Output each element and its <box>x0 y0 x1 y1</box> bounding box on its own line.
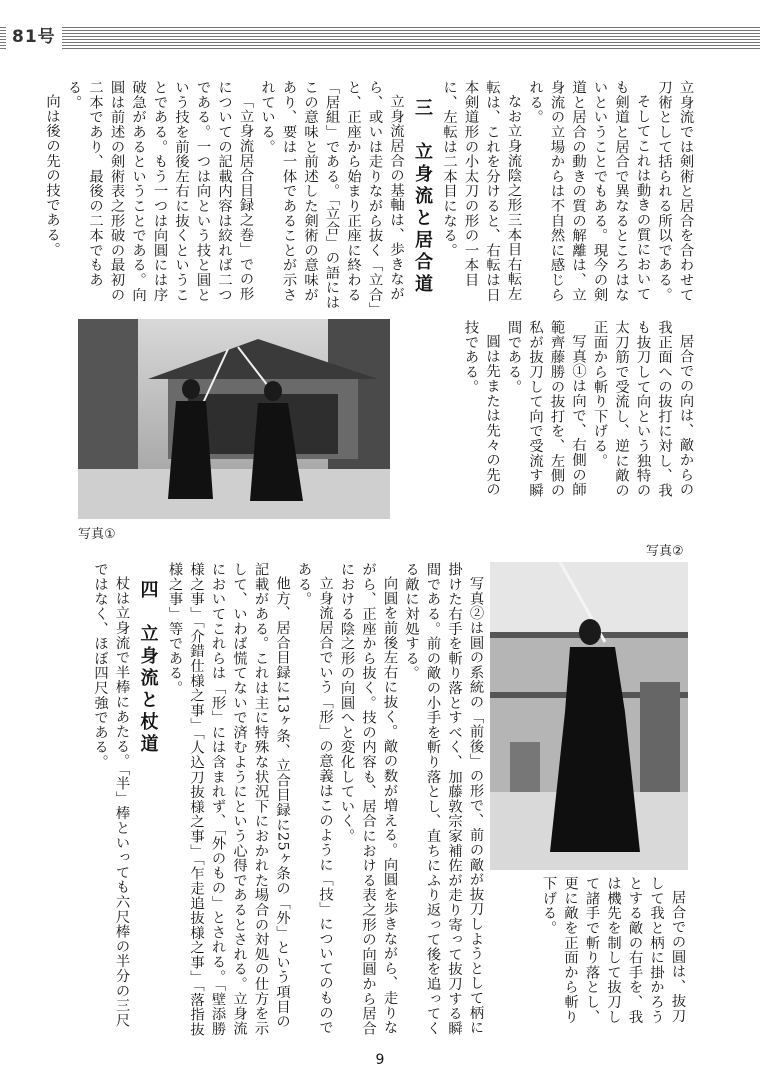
paragraph: そしてこれは動きの質においても剣道と居合で異なるところはないということでもある。現今の剣道と居合の動きの質の解離は、立身流の立場からは不自然に感じられる。 <box>527 80 651 302</box>
photo-1 <box>78 319 390 519</box>
paragraph: 居合での向は、敵からの我正面への抜打に対し、我も抜刀して向という独特の太刀筋で受流し、逆に敵の正面から斬り下げる。 <box>592 320 694 498</box>
header-bar <box>0 27 760 49</box>
paragraph: 立身流では剣術と居合を合わせて刀術として括られる所以である。 <box>656 80 694 302</box>
bottom-text-block <box>78 562 486 1042</box>
paragraph: 向は後の先の技である。 <box>44 94 61 258</box>
photo-dojo-indoor-icon <box>490 562 688 870</box>
issue-number: 81号 <box>6 25 62 49</box>
photo-1-caption: 写真① <box>78 527 116 542</box>
paragraph: 立身流居合の基軸は、歩きながら、或いは走りながら抜く「立合」と、正座から始まり正座に終わる「居組」である。「立合」の語にはこの意味と前述した剣術の意味があり、要は一体であることが示されている。 <box>259 80 405 310</box>
paragraph: なお立身流陰之形三本目右転左転は、これを分けると、右転は日本剣道形の小太刀の形の一本目に、左転は二本目になる。 <box>441 80 522 302</box>
page-number: 9 <box>375 1052 385 1068</box>
photo-2-caption: 写真② <box>646 544 684 559</box>
right-mid-text-block <box>392 320 696 510</box>
photo-2 <box>490 562 688 870</box>
paragraph: 写真②は圓の系統の「前後」の形で、前の敵が抜刀しようとして柄に掛けた右手を斬り落とすべく、加藤敦宗家補佐が走り寄って抜刀する瞬間である。前の敵の小手を斬り落とし、直ちにふり返って後を追ってくる敵に対処する。 <box>403 562 484 1036</box>
paragraph: 立身流居合でいう「形」の意義はこのように「技」についてのものである。 <box>296 562 334 1036</box>
bottom-right-text-block <box>490 876 688 1036</box>
top-text-block <box>44 80 696 315</box>
paragraph: 杖は立身流で半棒にあたる。「半」棒といっても六尺棒の半分の三尺ではなく、ほぼ四尺強である。 <box>92 562 130 1028</box>
paragraph: 圓は先または先々の先の技である。 <box>463 320 501 498</box>
section-heading-4: 四 立身流と杖道 <box>137 580 159 756</box>
paragraph: 写真①は向で、右側の師範齊藤勝の抜打を、左側の私が抜刀して向で受流す瞬間である。 <box>506 320 587 498</box>
section-heading-3: 三 立身流と居合道 <box>412 98 433 296</box>
paragraph: 他方、居合目録に13ヶ条、立合目録に25ヶ条の「外」という項目の記載がある。これは主に特殊な状況下におかれた場合の対処の仕方を示して、いわば慌てないで済むようにという心得であるとされる。立身流においてこれらは「形」には含まれず、「外のもの」とされる。「壁添勝様之事」「介錯仕様之事」「人込刀抜様之事」「乍走追抜様之事」「落指抜様之事」等である。 <box>167 562 291 1037</box>
paragraph: 向圓を前後左右に抜く。敵の数が増える。向圓を歩きながら、走りながら、正座から抜く。技の内容も、居合における表之形の向圓から居合における陰之形の向圓へと変化していく。 <box>339 562 398 1036</box>
paragraph: 「立身流居合目録之巻」での形についての記載内容は絞れば二つである。一つは向という技と圓という技を前後左右に抜くということである。もう一つは向圓には序破急があるということである。向圓は前述の剣術表之形破の最初の二本であり、最後の二本でもある。 <box>66 80 254 302</box>
paragraph: 居合での圓は、抜刀して我と柄に掛かろうとする敵の右手を、我は機先を制して抜刀して諸手で斬り落とし、更に敵を正面から斬り下げる。 <box>541 876 686 1024</box>
photo-dojo-outdoor-icon <box>78 319 390 519</box>
